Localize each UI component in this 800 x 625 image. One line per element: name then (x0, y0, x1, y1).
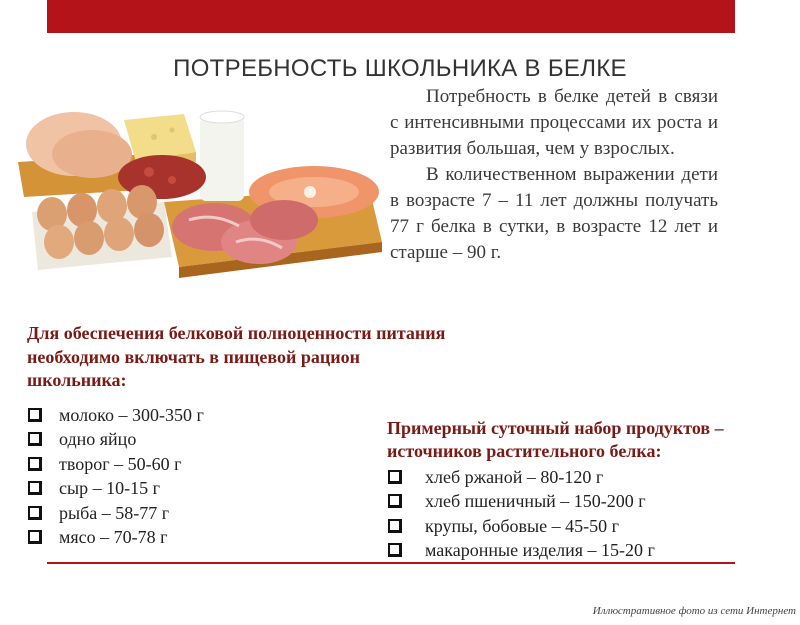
checkbox-icon (388, 470, 402, 484)
checkbox-icon (388, 543, 402, 557)
checkbox-icon (28, 506, 42, 520)
list-item-text: хлеб ржаной – 80-120 г (425, 467, 604, 487)
page-title: ПОТРЕБНОСТЬ ШКОЛЬНИКА В БЕЛКЕ (173, 55, 627, 82)
protein-food-photo (14, 92, 386, 302)
bottom-divider (47, 562, 735, 564)
intro-paragraph-2: В количественном выражении дети в возрасте 7 – 11 лет должны получать 77 г белка в сутки, в возрасте 12 лет и старше – 90 г. (390, 164, 718, 263)
checkbox-icon (28, 408, 42, 422)
list-item (387, 465, 655, 489)
list-item-text: рыба – 58-77 г (59, 502, 170, 523)
checkbox-icon (28, 457, 42, 471)
checkbox-icon (388, 519, 402, 533)
list-item-text: сыр – 10-15 г (59, 478, 160, 499)
plant-protein-list (387, 465, 655, 563)
list-item (387, 538, 655, 562)
checkbox-icon (28, 530, 42, 544)
list-item (27, 427, 204, 451)
list-item-text: макаронные изделия – 15-20 г (425, 540, 655, 561)
list-item (27, 501, 204, 525)
list-item (387, 489, 655, 513)
list-item (27, 476, 204, 500)
list-item (27, 525, 204, 549)
animal-protein-list (27, 403, 204, 549)
list-item-text: хлеб пшеничный – 150-200 г (425, 491, 646, 512)
list-item-text: творог – 50-60 г (59, 453, 182, 474)
top-accent-bar (47, 0, 735, 33)
plant-protein-heading: Примерный суточный набор продуктов – источников растительного белка: (387, 418, 724, 461)
checkbox-icon (28, 432, 42, 446)
list-item-text: молоко – 300-350 г (59, 405, 204, 425)
intro-text (390, 84, 718, 266)
list-item-text: мясо – 70-78 г (59, 526, 168, 547)
list-item (27, 403, 204, 427)
list-item-text: крупы, бобовые – 45-50 г (425, 515, 620, 536)
animal-protein-heading: Для обеспечения белковой полноценности питания необходимо включать в пищевой рацион школьника: (27, 323, 446, 390)
list-item (27, 452, 204, 476)
checkbox-icon (388, 494, 402, 508)
intro-paragraph-1: Потребность в белке детей в связи с интенсивными процессами их роста и развития большая, чем у взрослых. (390, 86, 718, 159)
list-item-text: одно яйцо (59, 429, 137, 450)
photo-caption: Иллюстративное фото из сети Интернет (592, 605, 796, 617)
checkbox-icon (28, 481, 42, 495)
list-item (387, 514, 655, 538)
